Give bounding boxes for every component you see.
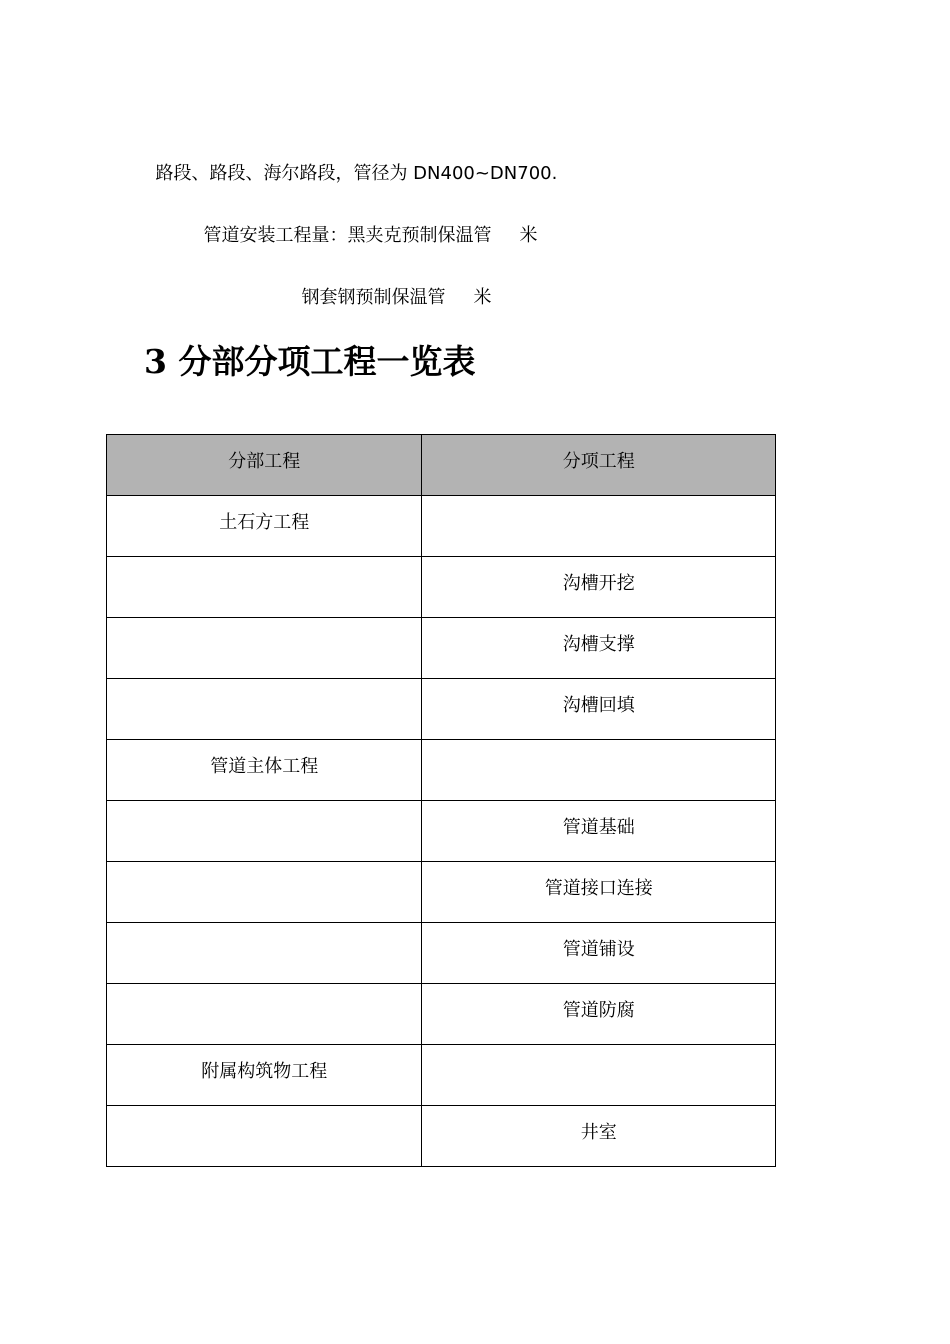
division-cell [107,618,422,679]
table-row [107,801,776,862]
project-breakdown-table [106,434,776,1167]
table-row [107,984,776,1045]
table-row [107,740,776,801]
division-cell [107,984,422,1045]
table-row [107,679,776,740]
division-cell [107,862,422,923]
division-cell [107,557,422,618]
subitem-cell: 沟槽回填 [422,679,776,740]
pipe-quantity-unit: 米 [519,225,538,246]
header-division: 分部工程 [107,435,422,496]
subitem-cell: 管道铺设 [422,923,776,984]
table-header-row [107,435,776,496]
subitem-cell: 井室 [422,1106,776,1167]
division-cell: 附属构筑物工程 [107,1045,422,1106]
subitem-cell: 管道防腐 [422,984,776,1045]
intro-line-pipe-quantity [192,200,537,248]
table-row [107,496,776,557]
subitem-cell: 管道接口连接 [422,862,776,923]
division-cell: 管道主体工程 [107,740,422,801]
pipe-quantity-label: 管道安装工程量：黑夹克预制保温管 [203,225,492,246]
subitem-cell [422,740,776,801]
division-cell [107,679,422,740]
intro-line-steel-pipe [290,262,491,310]
table-row [107,923,776,984]
intro-line1-text: 路段、路段、海尔路段，管径为 DN400~DN700. [155,163,558,184]
section-title: 3 分部分项工程一览表 [144,342,476,381]
subitem-cell [422,496,776,557]
division-cell [107,1106,422,1167]
subitem-cell: 沟槽开挖 [422,557,776,618]
division-cell [107,923,422,984]
header-subitem: 分项工程 [422,435,776,496]
table-row [107,1106,776,1167]
table-row [107,618,776,679]
steel-pipe-unit: 米 [473,287,492,308]
steel-pipe-label: 钢套钢预制保温管 [301,287,446,308]
subitem-cell: 管道基础 [422,801,776,862]
table-row [107,557,776,618]
table-row [107,862,776,923]
subitem-cell [422,1045,776,1106]
division-cell [107,801,422,862]
intro-line-road-sections [144,138,557,186]
division-cell: 土石方工程 [107,496,422,557]
subitem-cell: 沟槽支撑 [422,618,776,679]
table-row [107,1045,776,1106]
